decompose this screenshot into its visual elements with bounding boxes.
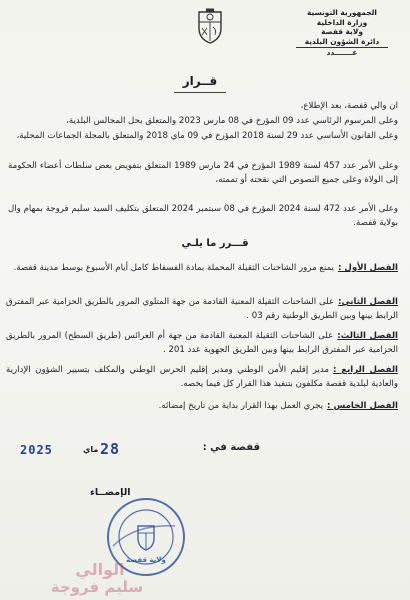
article-text: يجري العمل بهذا القرار بداية من تاريخ إمضائه. [158, 401, 324, 411]
document-title: قــرار [182, 74, 218, 88]
article-title: الفصل الخامس : [327, 401, 398, 411]
preamble-line: وعلى الأمر عدد 457 لسنة 1989 المؤرخ في 24 مارس 1989 المتعلق بتفويض بعض سلطات أعضاء الحكومة إلى الولاة وعلى جميع النصوص التي نقحته أو تممته، [8, 161, 399, 185]
article [6, 296, 398, 323]
article-title: الفصل الثالث: [337, 331, 398, 341]
date-month: ماي [83, 445, 99, 454]
article [6, 330, 398, 357]
preamble-line: ان والي قفصة، بعد الإطلاع، [300, 101, 398, 111]
signatory-name: سليم فروجة [50, 578, 144, 596]
letterhead [286, 8, 398, 58]
article-title: الفصل الثاني: [338, 297, 398, 307]
title-underline [174, 92, 226, 93]
date-place: قفصة في : [202, 442, 260, 453]
preamble-line: وعلى الأمر عدد 472 لسنة 2024 المؤرخ في 08 سبتمبر 2024 المتعلق بتكليف السيد سليم فروجة بمهام وال بولاية قفصة. [8, 204, 398, 228]
signature-label: الإمضــاء [90, 487, 131, 498]
svg-text:ولاية قفصة: ولاية قفصة [126, 556, 166, 564]
letterhead-line: دائرة الشؤون البلدية [304, 36, 380, 46]
preamble-line: وعلى المرسوم الرئاسي عدد 09 المؤرخ في 08 مارس 2023 والمتعلق بحل المجالس البلدية، [66, 116, 398, 126]
signatory-title: الوالي [75, 560, 125, 579]
handwritten-date [18, 440, 168, 460]
letterhead-line: وزارة الداخلية [316, 17, 368, 27]
article [6, 364, 398, 391]
reference-number: عـــــــدد [326, 48, 358, 58]
article-text: على الشاحنات الثقيلة المعنية القادمة من جهة أم العرائس (طريق السطح) المرور بالطريق الحزامية عبر المفترق الرابط بينها وبين الطريق الجهوية عدد 201 . [6, 331, 398, 355]
article [6, 400, 398, 414]
letterhead-line: الجمهورية التونسية [307, 8, 377, 17]
article-text: على الشاحنات الثقيلة المعنية القادمة من جهة المتلوي المرور بالطريق الحزامية عبر المفترق الرابط بينها وبين الطريق الوطنية رقم 03 . [6, 297, 398, 321]
article-title: الفصل الرابع : [333, 365, 399, 375]
decision-heading: قـــرر ما يلـي [181, 238, 249, 249]
letterhead-line: ولاية قفصة [321, 27, 363, 37]
article [6, 262, 398, 276]
date-year: 2025 [20, 443, 53, 457]
preamble-line: وعلى القانون الأساسي عدد 29 لسنة 2018 المؤرخ في 09 ماي 2018 والمتعلق بالمجلة الجماعات المحلية، [16, 131, 398, 141]
tunisia-emblem-icon [195, 8, 225, 44]
article-title: الفصل الأول : [337, 263, 398, 273]
date-day: 28 [100, 440, 121, 458]
article-text: مدير إقليم الأمن الوطني ومدير إقليم الحرس الوطني والمكلف بتسيير الشؤون الإدارية والعادية لبلدية قفصة مكلفون بتنفيذ هذا القرار كل فيما يخصه. [6, 365, 398, 389]
article-text: يمنع مرور الشاحنات الثقيلة المحملة بمادة الفسفاط كامل أيام الأسبوع بوسط مدينة قفصة. [13, 263, 334, 273]
